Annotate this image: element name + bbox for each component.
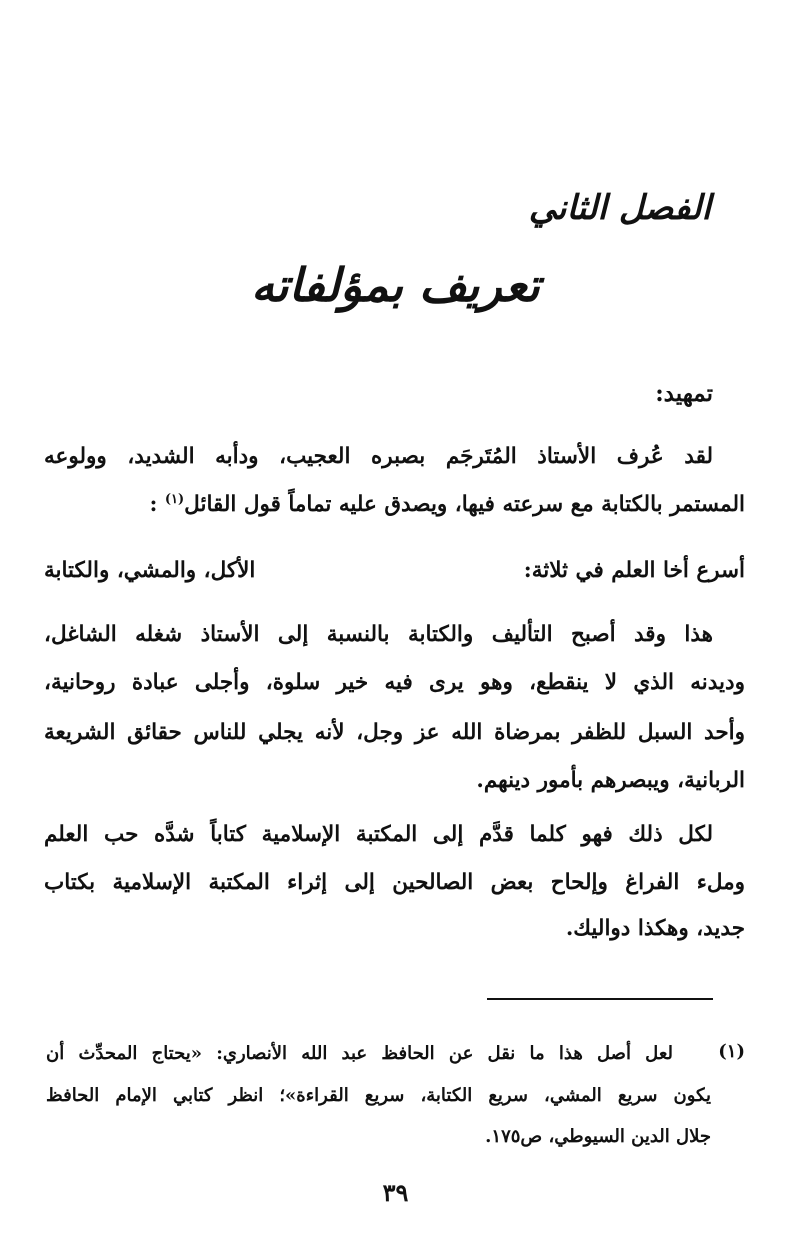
paragraph-line: وأحد السبل للظفر بمرضاة الله عز وجل، لأنه يجلي للناس حقائق الشريعة (44, 720, 745, 745)
paragraph-line: وملء الفراغ وإلحاح بعض الصالحين إلى إثراء المكتبة الإسلامية بكتاب (44, 870, 745, 895)
page-number: ٣٩ (382, 1178, 409, 1207)
paragraph-line: لقد عُرف الأستاذ المُتَرجَم بصبره العجيب، ودأبه الشديد، وولوعه (44, 444, 713, 469)
paragraph-line: وديدنه الذي لا ينقطع، وهو يرى فيه خير سلوة، وأجلى عبادة روحانية، (44, 670, 745, 695)
chapter-title: تعريف بمؤلفاته (251, 258, 540, 312)
paragraph-text: المستمر بالكتابة مع سرعته فيها، ويصدق عليه تماماً قول القائل (184, 492, 745, 517)
poem-hemistich-second: الأكل، والمشي، والكتابة (44, 558, 256, 583)
footnote-reference: (١) (164, 491, 185, 507)
footnote-line: جلال الدين السيوطي، ص١٧٥. (485, 1126, 711, 1147)
paragraph-line: جديد، وهكذا دواليك. (565, 916, 745, 941)
poem-verse (44, 556, 745, 586)
paragraph-line: هذا وقد أصبح التأليف والكتابة بالنسبة إلى الأستاذ شغله الشاغل، (44, 622, 713, 647)
poem-hemistich-first: أسرع أخا العلم في ثلاثة: (523, 558, 745, 583)
section-heading: تمهيد: (655, 380, 713, 407)
paragraph-line (44, 490, 745, 520)
footnote-line: يكون سريع المشي، سريع الكتابة، سريع القراءة»؛ انظر كتابي الإمام الحافظ (46, 1085, 711, 1106)
footnote-number: (١) (718, 1041, 745, 1062)
paragraph-line: الربانية، ويبصرهم بأمور دينهم. (476, 768, 745, 793)
paragraph-line: لكل ذلك فهو كلما قدَّم إلى المكتبة الإسلامية كتاباً شدَّه حب العلم (44, 822, 713, 847)
chapter-label: الفصل الثاني (528, 188, 711, 228)
footnote-divider (487, 998, 713, 1000)
footnote-line: لعل أصل هذا ما نقل عن الحافظ عبد الله الأنصاري: «يحتاج المحدِّث أن (46, 1043, 673, 1064)
paragraph-colon: : (149, 492, 158, 517)
